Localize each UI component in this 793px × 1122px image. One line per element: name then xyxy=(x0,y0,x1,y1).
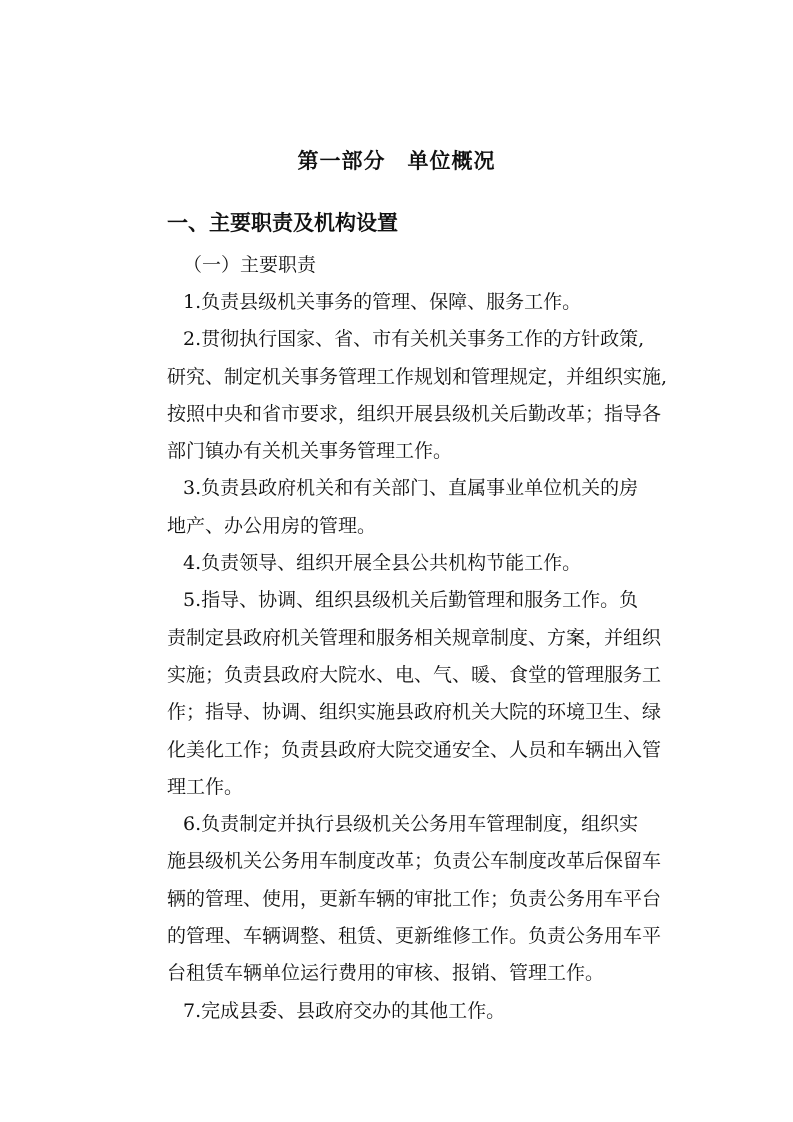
text-line: 按照中央和省市要求，组织开展县级机关后勤改革；指导各 xyxy=(167,402,662,425)
text-line: 4.负责领导、组织开展全县公共机构节能工作。 xyxy=(183,552,582,575)
text-line: 5.指导、协调、组织县级机关后勤管理和服务工作。负 xyxy=(183,589,639,612)
subheading: （一）主要职责 xyxy=(183,254,317,276)
text-line: 的管理、车辆调整、租赁、更新维修工作。负责公务用车平 xyxy=(167,925,662,948)
text-line: 化美化工作；负责县政府大院交通安全、人员和车辆出入管 xyxy=(167,738,662,761)
text-line: 研究、制定机关事务管理工作规划和管理规定，并组织实施, xyxy=(167,365,668,388)
text-line: 3.负责县政府机关和有关部门、直属事业单位机关的房 xyxy=(183,477,639,500)
text-line: 实施；负责县政府大院水、电、气、暖、食堂的管理服务工 xyxy=(167,663,662,686)
document-body xyxy=(167,287,668,1033)
text-line: 地产、办公用房的管理。 xyxy=(167,514,377,537)
text-line: 理工作。 xyxy=(167,775,244,798)
text-line: 施县级机关公务用车制度改革；负责公车制度改革后保留车 xyxy=(167,850,662,873)
text-line: 7.完成县委、县政府交办的其他工作。 xyxy=(183,999,506,1022)
text-line: 辆的管理、使用，更新车辆的审批工作；负责公务用车平台 xyxy=(167,887,662,910)
text-line: 1.负责县级机关事务的管理、保障、服务工作。 xyxy=(183,291,582,313)
text-line: 2.贯彻执行国家、省、市有关机关事务工作的方针政策, xyxy=(183,328,645,351)
text-line: 6.负责制定并执行县级机关公务用车管理制度，组织实 xyxy=(183,813,639,836)
text-line: 责制定县政府机关管理和服务相关规章制度、方案，并组织 xyxy=(167,626,662,649)
text-line: 作；指导、协调、组织实施县政府机关大院的环境卫生、绿 xyxy=(167,701,662,724)
section-heading: 一、主要职责及机构设置 xyxy=(167,211,398,235)
page-title: 第一部分 单位概况 xyxy=(297,149,496,173)
text-line: 部门镇办有关机关事务管理工作。 xyxy=(167,440,453,463)
text-line: 台租赁车辆单位运行费用的审核、报销、管理工作。 xyxy=(167,962,605,985)
